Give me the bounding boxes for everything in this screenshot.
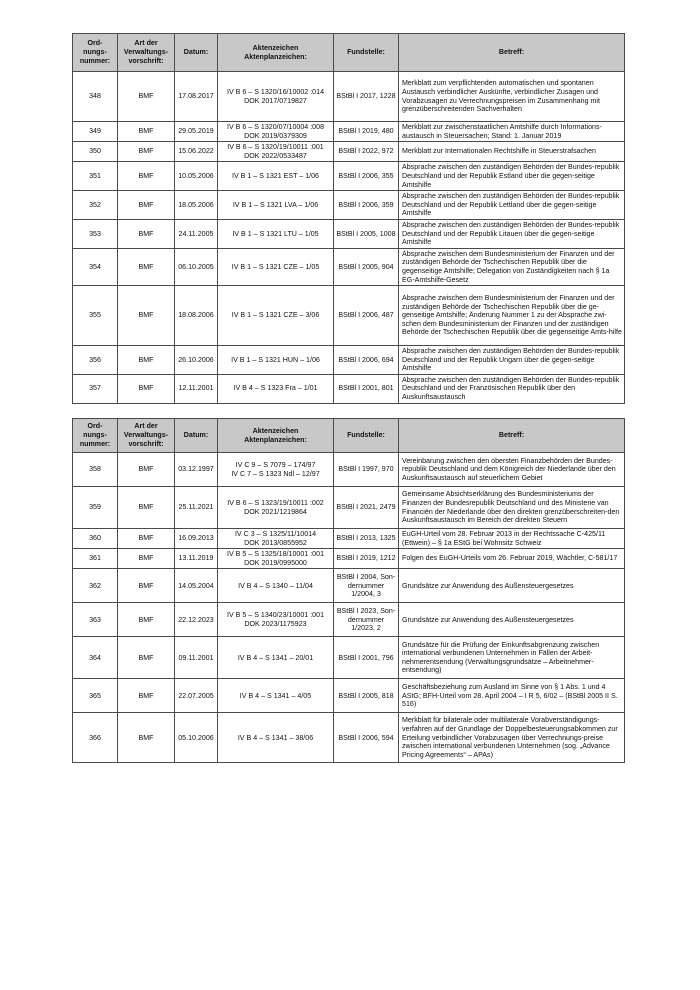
art-cell: BMF xyxy=(118,713,175,763)
table-row xyxy=(73,569,625,603)
datum-cell: 10.05.2006 xyxy=(175,162,218,191)
betreff-cell: Merkblatt zum verpflichtenden automatischen und spontanen Austausch verbindlicher Auskünfte, verbindlicher Zusagen und Vorabzusagen zu Verrechnungspreisen im Zusammenhang mit grenzüberschreitenden Sachverhalten xyxy=(399,72,625,122)
art-cell: BMF xyxy=(118,122,175,142)
ordnungsnummer-cell: 361 xyxy=(73,549,118,569)
ordnungsnummer-cell: 348 xyxy=(73,72,118,122)
table-row xyxy=(73,219,625,248)
ordnungsnummer-cell: 359 xyxy=(73,487,118,529)
art-cell: BMF xyxy=(118,487,175,529)
aktenzeichen-cell: IV B 6 – S 1323/19/10011 :002 DOK 2021/1219864 xyxy=(218,487,334,529)
aktenzeichen-cell: IV B 1 – S 1321 CZE – 3/06 xyxy=(218,286,334,346)
fundstelle-cell: BStBl I 2006, 355 xyxy=(334,162,399,191)
table-row xyxy=(73,122,625,142)
art-cell: BMF xyxy=(118,374,175,403)
fundstelle-cell: BStBl I 2001, 796 xyxy=(334,637,399,679)
betreff-cell: Vereinbarung zwischen den obersten Finanzbehörden der Bundes-republik Deutschland und dem Königreich der Niederlande über den Auskunftsaustausch auf steuerlichem Gebiet xyxy=(399,453,625,487)
regulations-table-2 xyxy=(72,418,625,763)
fundstelle-cell: BStBl I 2019, 1212 xyxy=(334,549,399,569)
fundstelle-cell: BStBl I 2005, 904 xyxy=(334,248,399,285)
betreff-cell: Merkblatt zur zwischenstaatlichen Amtshilfe durch Informations-austausch in Steuersachen; Stand: 1. Januar 2019 xyxy=(399,122,625,142)
header-fundstelle: Fundstelle: xyxy=(334,419,399,453)
table-body xyxy=(73,453,625,763)
header-aktenzeichen: Aktenzeichen Aktenplanzeichen: xyxy=(218,34,334,72)
table-row xyxy=(73,374,625,403)
fundstelle-cell: BStBl I 2001, 801 xyxy=(334,374,399,403)
regulations-table-1 xyxy=(72,33,625,404)
table-row xyxy=(73,248,625,285)
header-fundstelle: Fundstelle: xyxy=(334,34,399,72)
datum-cell: 24.11.2005 xyxy=(175,219,218,248)
datum-cell: 12.11.2001 xyxy=(175,374,218,403)
fundstelle-cell: BStBl I 2006, 487 xyxy=(334,286,399,346)
table-row xyxy=(73,72,625,122)
ordnungsnummer-cell: 354 xyxy=(73,248,118,285)
fundstelle-cell: BStBl I 2017, 1228 xyxy=(334,72,399,122)
datum-cell: 14.05.2004 xyxy=(175,569,218,603)
ordnungsnummer-cell: 349 xyxy=(73,122,118,142)
table-row xyxy=(73,679,625,713)
betreff-cell: Grundsätze zur Anwendung des Außensteuergesetzes xyxy=(399,569,625,603)
fundstelle-cell: BStBl I 2005, 1008 xyxy=(334,219,399,248)
art-cell: BMF xyxy=(118,248,175,285)
fundstelle-cell: BStBl I 2022, 972 xyxy=(334,142,399,162)
aktenzeichen-cell: IV B 4 – S 1323 Fra – 1/01 xyxy=(218,374,334,403)
table-row xyxy=(73,549,625,569)
datum-cell: 18.05.2006 xyxy=(175,191,218,220)
aktenzeichen-cell: IV B 1 – S 1321 LTU – 1/05 xyxy=(218,219,334,248)
art-cell: BMF xyxy=(118,346,175,375)
art-cell: BMF xyxy=(118,603,175,637)
fundstelle-cell: BStBl I 2006, 594 xyxy=(334,713,399,763)
fundstelle-cell: BStBl I 2013, 1325 xyxy=(334,529,399,549)
ordnungsnummer-cell: 350 xyxy=(73,142,118,162)
betreff-cell: Grundsätze für die Prüfung der Einkunftsabgrenzung zwischen international verbundenen Unternehmen in Fällen der Arbeit-nehmerentsendung (Verwaltungsgrundsätze – Arbeitnehmer-entsendung) xyxy=(399,637,625,679)
table-header-row xyxy=(73,34,625,72)
table-row xyxy=(73,529,625,549)
art-cell: BMF xyxy=(118,453,175,487)
ordnungsnummer-cell: 360 xyxy=(73,529,118,549)
ordnungsnummer-cell: 353 xyxy=(73,219,118,248)
table-row xyxy=(73,713,625,763)
aktenzeichen-cell: IV B 1 – S 1321 LVA – 1/06 xyxy=(218,191,334,220)
ordnungsnummer-cell: 357 xyxy=(73,374,118,403)
datum-cell: 05.10.2006 xyxy=(175,713,218,763)
art-cell: BMF xyxy=(118,286,175,346)
datum-cell: 18.08.2006 xyxy=(175,286,218,346)
table-row xyxy=(73,286,625,346)
aktenzeichen-cell: IV B 6 – S 1320/07/10004 :008 DOK 2019/0379309 xyxy=(218,122,334,142)
betreff-cell: Merkblatt zur Internationalen Rechtshilfe in Steuerstrafsachen xyxy=(399,142,625,162)
fundstelle-cell: BStBl I 2023, Son- dernummer 1/2023, 2 xyxy=(334,603,399,637)
art-cell: BMF xyxy=(118,637,175,679)
ordnungsnummer-cell: 363 xyxy=(73,603,118,637)
aktenzeichen-cell: IV B 4 – S 1341 – 20/01 xyxy=(218,637,334,679)
ordnungsnummer-cell: 365 xyxy=(73,679,118,713)
aktenzeichen-cell: IV B 5 – S 1340/23/10001 :001 DOK 2023/1175923 xyxy=(218,603,334,637)
aktenzeichen-cell: IV B 6 – S 1320/16/10002 :014 DOK 2017/0719827 xyxy=(218,72,334,122)
fundstelle-cell: BStBl I 2006, 359 xyxy=(334,191,399,220)
betreff-cell: Absprache zwischen dem Bundesministerium der Finanzen und der zuständigen Behörde der Tschechischen Republik über die ge-genseitige Amtshilfe; Änderung Nummer 1 zu der Absprache zwi-schen dem Bundesministerium der Finanzen und der zuständigen Behörde der Tschechischen Republik über die gegenseitige Amts-hilfe xyxy=(399,286,625,346)
datum-cell: 06.10.2005 xyxy=(175,248,218,285)
aktenzeichen-cell: IV B 5 – S 1325/18/10001 :001 DOK 2019/0995000 xyxy=(218,549,334,569)
aktenzeichen-cell: IV B 4 – S 1341 – 4/05 xyxy=(218,679,334,713)
ordnungsnummer-cell: 362 xyxy=(73,569,118,603)
header-datum: Datum: xyxy=(175,419,218,453)
aktenzeichen-cell: IV B 1 – S 1321 CZE – 1/05 xyxy=(218,248,334,285)
header-betreff: Betreff: xyxy=(399,419,625,453)
betreff-cell: Absprache zwischen den zuständigen Behörden der Bundes-republik Deutschland und der Republik Lettland über die gegen-seitige Amtshilfe xyxy=(399,191,625,220)
ordnungsnummer-cell: 351 xyxy=(73,162,118,191)
fundstelle-cell: BStBl I 1997, 970 xyxy=(334,453,399,487)
aktenzeichen-cell: IV B 6 – S 1320/19/10011 :001 DOK 2022/0533487 xyxy=(218,142,334,162)
betreff-cell: Folgen des EuGH-Urteils vom 26. Februar 2019, Wächtler, C-581/17 xyxy=(399,549,625,569)
betreff-cell: Merkblatt für bilaterale oder multilaterale Vorabverständigungs-verfahren auf der Grundlage der Doppelbesteuerungsabkommen zur Erteilung verbindlicher Vorabzusagen über Verrechnungs-preise zwischen international verbundenen Unternehmen (sog. „Advance Pricing Agreements“ – APAs) xyxy=(399,713,625,763)
datum-cell: 16.09.2013 xyxy=(175,529,218,549)
betreff-cell: Absprache zwischen den zuständigen Behörden der Bundes-republik Deutschland und der Französischen Republik über den Auskunftsaustausch xyxy=(399,374,625,403)
header-betreff: Betreff: xyxy=(399,34,625,72)
ordnungsnummer-cell: 352 xyxy=(73,191,118,220)
betreff-cell: Absprache zwischen den zuständigen Behörden der Bundes-republik Deutschland und der Republik Estland über die gegen-seitige Amtshilfe xyxy=(399,162,625,191)
betreff-cell: EuGH-Urteil vom 28. Februar 2013 in der Rechtssache C-425/11 (Ettwein) – § 1a EStG bei Wohnsitz Schweiz xyxy=(399,529,625,549)
table-row xyxy=(73,453,625,487)
datum-cell: 25.11.2021 xyxy=(175,487,218,529)
datum-cell: 26.10.2006 xyxy=(175,346,218,375)
header-aktenzeichen: Aktenzeichen Aktenplanzeichen: xyxy=(218,419,334,453)
datum-cell: 03.12.1997 xyxy=(175,453,218,487)
art-cell: BMF xyxy=(118,142,175,162)
datum-cell: 29.05.2019 xyxy=(175,122,218,142)
ordnungsnummer-cell: 366 xyxy=(73,713,118,763)
art-cell: BMF xyxy=(118,549,175,569)
art-cell: BMF xyxy=(118,219,175,248)
art-cell: BMF xyxy=(118,569,175,603)
datum-cell: 09.11.2001 xyxy=(175,637,218,679)
betreff-cell: Geschäftsbeziehung zum Ausland im Sinne von § 1 Abs. 1 und 4 AStG; BFH-Urteil vom 28. April 2004 – I R 5, 6/02 – (BStBl 2005 II S. 516) xyxy=(399,679,625,713)
datum-cell: 17.08.2017 xyxy=(175,72,218,122)
datum-cell: 15.06.2022 xyxy=(175,142,218,162)
table-header-row xyxy=(73,419,625,453)
art-cell: BMF xyxy=(118,72,175,122)
table-row xyxy=(73,162,625,191)
aktenzeichen-cell: IV B 4 – S 1341 – 38/06 xyxy=(218,713,334,763)
table-row xyxy=(73,637,625,679)
aktenzeichen-cell: IV B 1 – S 1321 EST – 1/06 xyxy=(218,162,334,191)
datum-cell: 22.07.2005 xyxy=(175,679,218,713)
header-datum: Datum: xyxy=(175,34,218,72)
table-row xyxy=(73,191,625,220)
fundstelle-cell: BStBl I 2004, Son- dernummer 1/2004, 3 xyxy=(334,569,399,603)
fundstelle-cell: BStBl I 2005, 818 xyxy=(334,679,399,713)
fundstelle-cell: BStBl I 2021, 2479 xyxy=(334,487,399,529)
ordnungsnummer-cell: 364 xyxy=(73,637,118,679)
header-ordnungsnummer: Ord- nungs- nummer: xyxy=(73,419,118,453)
header-art-der-verwaltungsvorschrift: Art der Verwaltungs- vorschrift: xyxy=(118,419,175,453)
table-row xyxy=(73,142,625,162)
ordnungsnummer-cell: 358 xyxy=(73,453,118,487)
header-ordnungsnummer: Ord- nungs- nummer: xyxy=(73,34,118,72)
aktenzeichen-cell: IV B 4 – S 1340 – 11/04 xyxy=(218,569,334,603)
aktenzeichen-cell: IV B 1 – S 1321 HUN – 1/06 xyxy=(218,346,334,375)
table-row xyxy=(73,346,625,375)
table-body xyxy=(73,72,625,404)
ordnungsnummer-cell: 355 xyxy=(73,286,118,346)
art-cell: BMF xyxy=(118,162,175,191)
header-art-der-verwaltungsvorschrift: Art der Verwaltungs- vorschrift: xyxy=(118,34,175,72)
aktenzeichen-cell: IV C 9 – S 7079 – 174/97 IV C 7 – S 1323 Ndl – 12/97 xyxy=(218,453,334,487)
table-row xyxy=(73,487,625,529)
betreff-cell: Absprache zwischen den zuständigen Behörden der Bundes-republik Deutschland und der Republik Ungarn über die gegen-seitige Amtshilfe xyxy=(399,346,625,375)
datum-cell: 22.12.2023 xyxy=(175,603,218,637)
aktenzeichen-cell: IV C 3 – S 1325/11/10014 DOK 2013/0855952 xyxy=(218,529,334,549)
datum-cell: 13.11.2019 xyxy=(175,549,218,569)
betreff-cell: Gemeinsame Absichtserklärung des Bundesministeriums der Finanzen der Bundesrepublik Deutschland und des Ministerie van Financiën der Niederlande über den direkten grenzüberschreiten-den Auskunftsaustausch im Bereich der direkten Steuern xyxy=(399,487,625,529)
art-cell: BMF xyxy=(118,679,175,713)
ordnungsnummer-cell: 356 xyxy=(73,346,118,375)
art-cell: BMF xyxy=(118,529,175,549)
betreff-cell: Grundsätze zur Anwendung des Außensteuergesetzes xyxy=(399,603,625,637)
betreff-cell: Absprache zwischen den zuständigen Behörden der Bundes-republik Deutschland und der Republik Litauen über die gegen-seitige Amtshilfe xyxy=(399,219,625,248)
fundstelle-cell: BStBl I 2019, 480 xyxy=(334,122,399,142)
fundstelle-cell: BStBl I 2006, 694 xyxy=(334,346,399,375)
table-row xyxy=(73,603,625,637)
art-cell: BMF xyxy=(118,191,175,220)
betreff-cell: Absprache zwischen dem Bundesministerium der Finanzen und der zuständigen Behörde der Tschechischen Republik über die gegenseitige Amtshilfe; Delegation von Zuständigkeiten nach § 1a EG-Amtshilfe-Gesetz xyxy=(399,248,625,285)
